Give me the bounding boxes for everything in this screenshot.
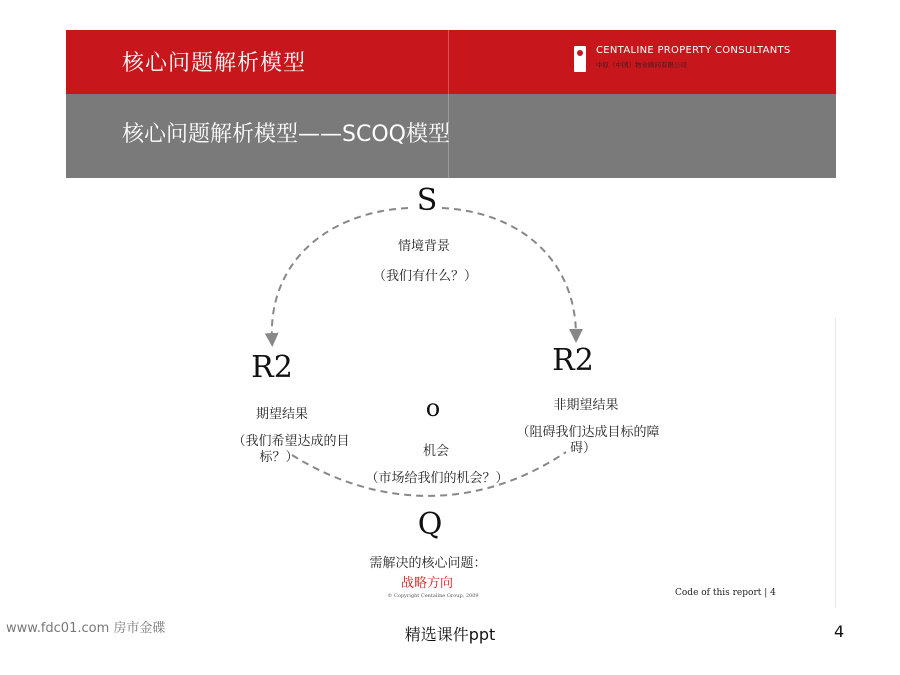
s-question: （我们有什么？） bbox=[372, 269, 478, 284]
s-label: 情境背景 bbox=[397, 239, 451, 254]
r2-right-label: 非期望结果 bbox=[553, 398, 619, 413]
q-letter: Q bbox=[417, 507, 443, 542]
q-label: 需解决的核心问题： bbox=[369, 556, 487, 571]
o-letter: o bbox=[425, 394, 441, 422]
r2-left-question-line1: （我们希望达成的目 bbox=[232, 434, 350, 449]
footer-center-text: 精选课件ppt bbox=[404, 625, 496, 644]
o-question: （市场给我们的机会？） bbox=[365, 471, 509, 486]
logo-english-name: CENTALINE PROPERTY CONSULTANTS bbox=[596, 45, 791, 56]
copyright-note: © Copyright Centaline Group, 2009 bbox=[387, 593, 479, 599]
watermark: www.fdc01.com 房市金碟 bbox=[6, 621, 166, 636]
s-letter: S bbox=[416, 183, 438, 218]
slide-subtitle: 核心问题解析模型——SCOQ模型 bbox=[122, 122, 450, 147]
r2-left-letter: R2 bbox=[251, 350, 293, 385]
page-number: 4 bbox=[834, 622, 845, 641]
r2-right-question-line1: （阻碍我们达成目标的障 bbox=[516, 425, 660, 440]
r2-right-question-line2: 碍） bbox=[569, 441, 597, 456]
logo-chinese-name: 中原（中国）物业顾问有限公司 bbox=[596, 61, 687, 69]
r2-left-question-line2: 标？） bbox=[259, 450, 299, 465]
report-code: Code of this report | 4 bbox=[675, 588, 776, 598]
r2-right-letter: R2 bbox=[552, 343, 594, 378]
o-label: 机会 bbox=[422, 444, 450, 459]
r2-left-label: 期望结果 bbox=[255, 407, 309, 422]
q-highlight: 战略方向 bbox=[400, 576, 454, 591]
header-title: 核心问题解析模型 bbox=[122, 51, 307, 76]
